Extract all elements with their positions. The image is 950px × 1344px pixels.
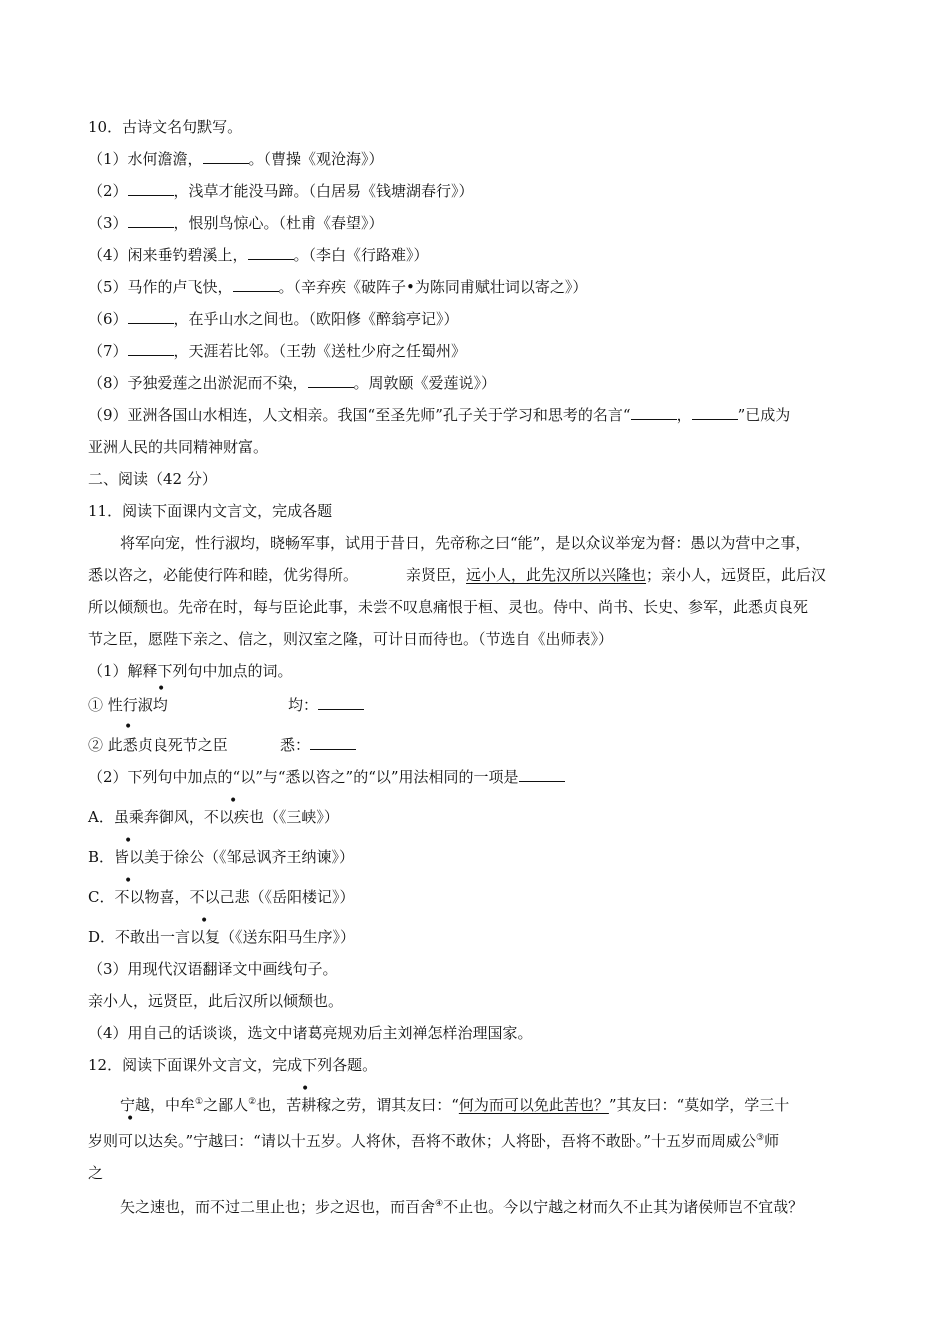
answer-blank[interactable] [233,277,279,292]
q10-item-7: （7） ，天涯若比邻。（王勃《送杜少府之任蜀州》 [88,342,467,360]
q11-passage-line: 将军向宠，性行淑均，晓畅军事，试用于昔日，先帝称之曰“能”，是以众议举宠为督：愚以为营中之事， [120,534,811,552]
q11-word-2-answer: 悉： [280,735,356,755]
answer-blank[interactable] [128,213,174,228]
q10-item-9-cont: 亚洲人民的共同精神财富。 [88,438,269,456]
q10-title: 10．古诗文名句默写。 [88,118,243,136]
answer-blank[interactable] [308,373,354,388]
footnote-marker: ② [248,1097,257,1107]
q11-passage-line: 悉以咨之，必能使行阵和睦，优劣得所。 亲贤臣，远小人，此先汉所以兴隆也；亲小人，远贤臣，此后汉 [88,566,827,584]
q11-sub3-sentence: 亲小人，远贤臣，此后汉所以倾颓也。 [88,992,344,1010]
footnote-marker: ③ [756,1133,765,1143]
q12-passage-line: 宁越，中牟①之鄙人②也，苦耕稼之劳，谓其友曰：“何为而可以免此苦也？”其友曰：“莫如学，学三十 [120,1096,790,1114]
option-c[interactable]: C．不以物喜，不以己悲（《岳阳楼记》） [88,888,355,906]
q10-item-4: （4）闲来垂钓碧溪上， 。（李白《行路难》） [88,246,429,264]
answer-blank[interactable] [692,405,738,420]
q11-sub1: （1）解释下列句中加点的词。 [88,662,293,680]
emphasis-dot: • [126,1111,135,1127]
underlined-sentence: 何为而可以免此苦也？ [458,1096,609,1114]
answer-blank[interactable] [203,149,249,164]
q11-word-1-answer: 均： [288,695,364,715]
q10-item-2: （2） ，浅草才能没马蹄。（白居易《钱塘湖春行》） [88,182,474,200]
q10-item-6: （6） ，在乎山水之间也。（欧阳修《醉翁亭记》） [88,310,459,328]
q12-passage-line: 岁则可以达矣。”宁越曰：“请以十五岁。人将休，吾将不敢休；人将卧，吾将不敢卧。”十五岁而周威公③师 [88,1132,780,1150]
emphasis-dot: • [124,873,133,889]
q10-item-3: （3） ，恨别鸟惊心。（杜甫《春望》） [88,214,384,232]
answer-blank[interactable] [318,695,364,710]
q12-title: 12．阅读下面课外文言文，完成下列各题。 [88,1056,378,1074]
answer-blank[interactable] [310,735,356,750]
emphasis-dot: • [229,793,238,809]
q11-word-2: ② 此悉贞良死节之臣 [88,736,228,754]
q10-item-5: （5）马作的卢飞快， 。（辛弃疾《破阵子•为陈同甫赋壮词以寄之》） [88,278,588,296]
emphasis-dot: • [301,1081,310,1097]
answer-blank[interactable] [519,767,565,782]
answer-blank[interactable] [128,341,174,356]
q12-passage-line: 矢之速也，而不过二里止也；步之迟也，而百舍④不止也。今以宁越之材而久不止其为诸侯师岂不宜哉？ [120,1198,804,1216]
q11-sub4: （4）用自己的话谈谈，选文中诸葛亮规劝后主刘禅怎样治理国家。 [88,1024,533,1042]
q12-passage-line: 之 [88,1164,104,1182]
footnote-marker: ① [195,1097,204,1107]
underlined-sentence: 远小人，此先汉所以兴隆也 [466,566,647,584]
option-b[interactable]: B．皆以美于徐公（《邹忌讽齐王纳谏》） [88,848,355,866]
answer-blank[interactable] [128,309,174,324]
emphasis-dot: • [124,833,133,849]
q11-passage-line: 所以倾颓也。先帝在时，每与臣论此事，未尝不叹息痛恨于桓、灵也。侍中、尚书、长史、参军，此悉贞良死 [88,598,809,616]
option-a[interactable]: A．虽乘奔御风，不以疾也（《三峡》） [88,808,339,826]
footnote-marker: ④ [435,1199,444,1209]
emphasis-dot: • [124,719,133,735]
q11-word-1: ① 性行淑均 [88,696,168,714]
q11-passage-line: 节之臣，愿陛下亲之、信之，则汉室之隆，可计日而待也。（节选自《出师表》） [88,630,614,648]
q11-sub2: （2）下列句中加点的“以”与“悉以咨之”的“以”用法相同的一项是 [88,767,565,787]
option-d[interactable]: D．不敢出一言以复（《送东阳马生序》） [88,928,356,946]
answer-blank[interactable] [631,405,677,420]
emphasis-dot: • [200,913,209,929]
q11-sub3: （3）用现代汉语翻译文中画线句子。 [88,960,338,978]
q10-item-9: （9）亚洲各国山水相连，人文相亲。我国“至圣先师”孔子关于学习和思考的名言“ ， ”已成为 [88,406,791,424]
section-heading: 二、阅读（42 分） [88,470,217,488]
q10-item-8: （8）予独爱莲之出淤泥而不染， 。周敦颐《爱莲说》） [88,374,497,392]
q11-title: 11．阅读下面课内文言文，完成各题 [88,502,333,520]
answer-blank[interactable] [248,245,294,260]
emphasis-dot: • [157,681,166,697]
answer-blank[interactable] [128,181,174,196]
q10-item-1: （1）水何澹澹， 。（曹操《观沧海》） [88,150,384,168]
